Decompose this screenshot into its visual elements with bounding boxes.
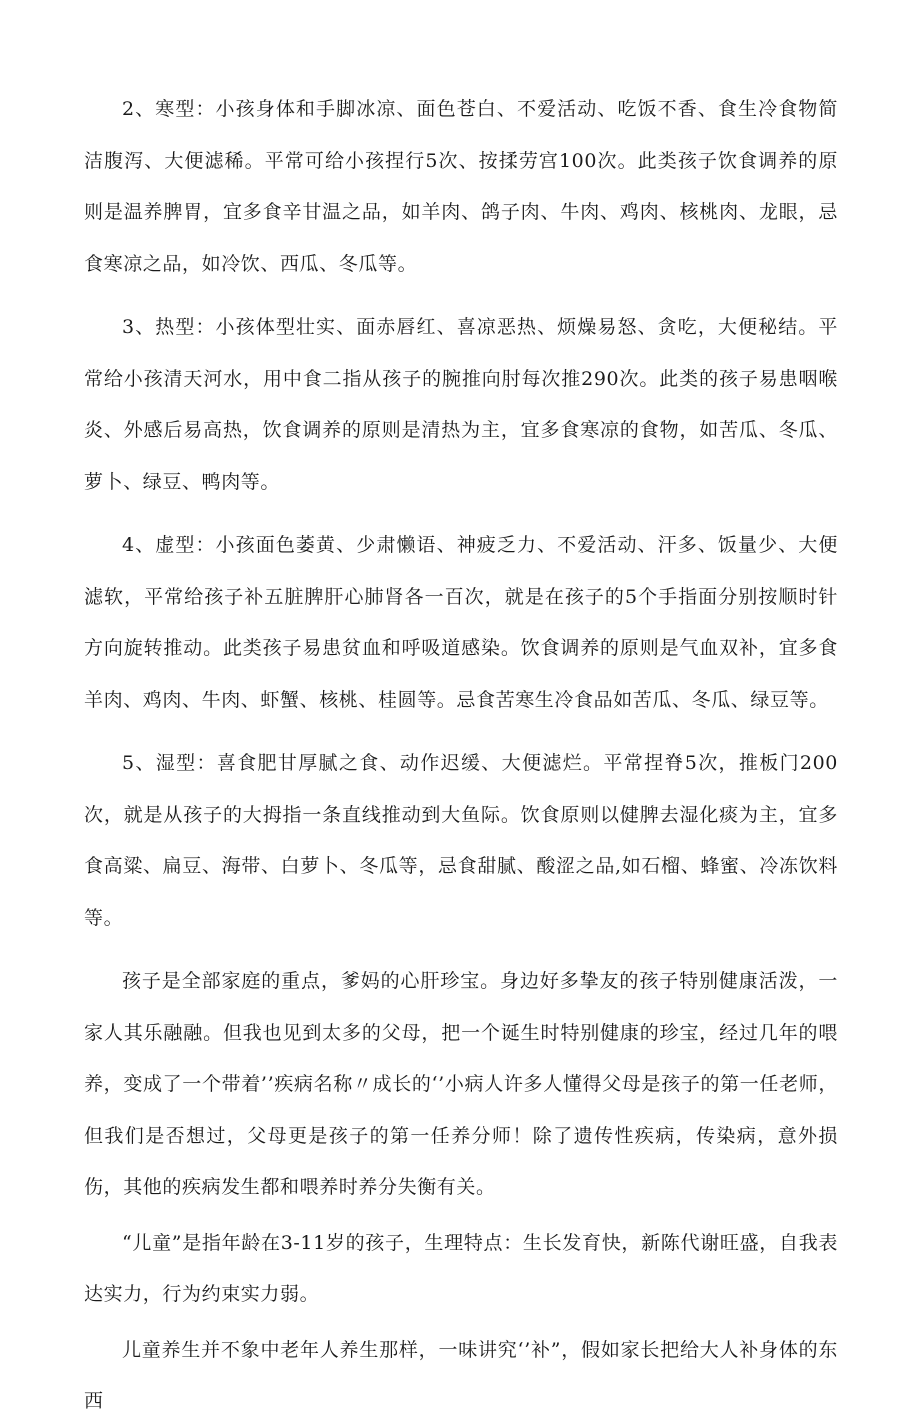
paragraph-cold-type: 2、寒型：小孩身体和手脚冰凉、面色苍白、不爱活动、吃饭不香、食生冷食物简洁腹泻、大便滤稀。平常可给小孩捏行5次、按揉劳宫100次。此类孩子饮食调养的原则是温养脾胃，宜多食辛甘温之品，如羊肉、鸽子肉、牛肉、鸡肉、核桃肉、龙眼，忌食寒凉之品，如冷饮、西瓜、冬瓜等。 [84,98,838,275]
paragraph-deficient-type: 4、虚型：小孩面色萎黄、少肃懒语、神疲乏力、不爱活动、汗多、饭量少、大便滤软，平常给孩子补五脏脾肝心肺肾各一百次，就是在孩子的5个手指面分别按顺时针方向旋转推动。此类孩子易患贫血和呼吸道感染。饮食调养的原则是气血双补，宜多食羊肉、鸡肉、牛肉、虾蟹、核桃、桂圆等。忌食苦寒生冷食品如苦瓜、冬瓜、绿豆等。 [84,534,838,711]
paragraph-children-definition: “儿童”是指年龄在3-11岁的孩子，生理特点：生长发育快，新陈代谢旺盛，自我表达实力，行为约束实力弱。 [84,1231,838,1305]
paragraph-hot-type: 3、热型：小孩体型壮实、面赤唇红、喜凉恶热、烦燥易怒、贪吃，大便秘结。平常给小孩清天河水，用中食二指从孩子的腕推向肘每次推290次。此类的孩子易患咽喉炎、外感后易高热，饮食调养的原则是清热为主，宜多食寒凉的食物，如苦瓜、冬瓜、萝卜、绿豆、鸭肉等。 [84,316,838,493]
paragraph-damp-type: 5、湿型：喜食肥甘厚腻之食、动作迟缓、大便滤烂。平常捏脊5次，推板门200次，就是从孩子的大拇指一条直线推动到大鱼际。饮食原则以健脾去湿化痰为主，宜多食高粱、扁豆、海带、白萝卜、冬瓜等，忌食甜腻、酸涩之品,如石榴、蜂蜜、冷冻饮料等。 [84,752,838,929]
paragraph-family-treasure: 孩子是全部家庭的重点，爹妈的心肝珍宝。身边好多挚友的孩子特别健康活泼，一家人其乐融融。但我也见到太多的父母，把一个诞生时特别健康的珍宝，经过几年的喂养，变成了一个带着’’疾病名称〃成长的‘’小病人许多人懂得父母是孩子的第一任老师，但我们是否想过，父母更是孩子的第一任养分师！除了遗传性疾病，传染病，意外损伤，其他的疾病发生都和喂养时养分失衡有关。 [84,970,838,1198]
paragraph-children-health: 儿童养生并不象中老年人养生那样，一味讲究‘’补”，假如家长把给大人补身体的东西 [84,1338,838,1412]
